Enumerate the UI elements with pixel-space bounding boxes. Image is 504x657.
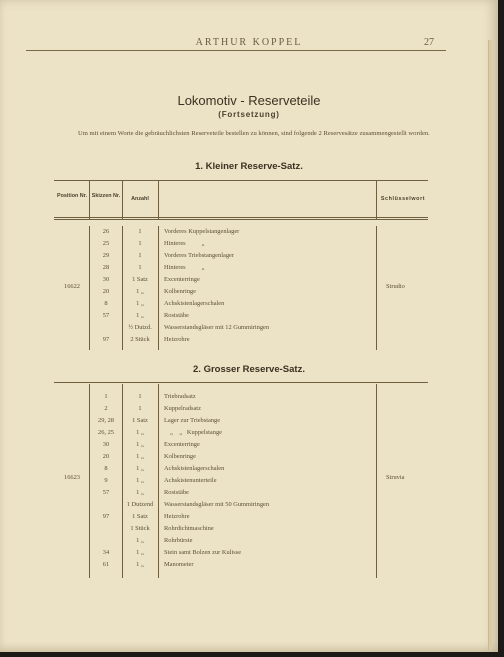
table-header-rule-double <box>54 219 428 220</box>
running-head: ARTHUR KOPPEL <box>195 37 303 48</box>
quantity: 1 „ <box>136 549 144 556</box>
quantity: 1 „ <box>136 441 144 448</box>
skizzen-number: 26, 25 <box>98 429 114 436</box>
quantity: 1 Satz <box>132 417 148 424</box>
skizzen-number: 61 <box>102 561 110 568</box>
table-header-rule <box>54 217 428 218</box>
part-description: Kolbenringe <box>164 288 196 295</box>
quantity: 1 „ <box>136 465 144 472</box>
skizzen-number: 30 <box>102 276 110 283</box>
skizzen-number: 30 <box>102 441 110 448</box>
part-description: Stein samt Bolzen zur Kulisse <box>164 549 242 556</box>
part-description: Heizrohre <box>164 336 190 343</box>
page-title: Lokomotiv - Reserveteile <box>177 93 321 108</box>
skizzen-number: 9 <box>104 477 108 484</box>
skizzen-number: 8 <box>104 300 108 307</box>
skizzen-number: 1 <box>104 393 108 400</box>
part-description: Heizrohre <box>164 513 190 520</box>
part-description: Achskistenlagerschalen <box>164 300 225 307</box>
part-description: Roststäbe <box>164 312 189 319</box>
part-description: Excenterringe <box>164 276 200 283</box>
table-top-rule <box>54 180 428 181</box>
quantity: 1 <box>138 252 142 259</box>
quantity: 1 <box>138 405 142 412</box>
part-description: Rohrdichtmaschine <box>164 525 214 532</box>
quantity: 1 Stück <box>130 525 150 532</box>
skizzen-number: 20 <box>102 288 110 295</box>
skizzen-number: 29 <box>102 252 110 259</box>
quantity: 1 Satz <box>132 276 148 283</box>
quantity: 1 Satz <box>132 513 148 520</box>
quantity: 1 „ <box>136 477 144 484</box>
skizzen-number: 25 <box>102 240 110 247</box>
skizzen-number: 57 <box>102 489 110 496</box>
quantity: 1 „ <box>136 561 144 568</box>
quantity: 1 Dutzend <box>126 501 154 508</box>
quantity: 1 „ <box>136 288 144 295</box>
quantity: 1 „ <box>136 489 144 496</box>
keyword: Strudio <box>386 283 405 290</box>
part-description: Excenterringe <box>164 441 200 448</box>
part-description: Vorderes Kuppelstangenlager <box>164 228 240 235</box>
part-description: Hinteres „ <box>164 264 205 271</box>
skizzen-number: 20 <box>102 453 110 460</box>
section-title-kleiner: 1. Kleiner Reserve-Satz. <box>195 161 303 172</box>
part-description: „ „ Kuppelstange <box>170 429 222 436</box>
part-description: Triebradsatz <box>164 393 196 400</box>
intro-paragraph: Um mit einem Worte die gebräuchlichsten Reserveteile bestellen zu können, sind folgende 2 Reservesätze zusammengestellt worden. <box>78 130 430 137</box>
quantity: 1 „ <box>136 429 144 436</box>
page-subtitle: (Fortsetzung) <box>218 110 280 119</box>
part-description: Lager zur Triebstange <box>164 417 221 424</box>
column-header-skizzen: Skizzen Nr. <box>91 193 121 199</box>
part-description: Manometer <box>164 561 194 568</box>
skizzen-number: 29, 28 <box>98 417 114 424</box>
skizzen-number: 97 <box>102 513 110 520</box>
table-top-rule <box>54 382 428 383</box>
part-description: Wasserstandsgläser mit 50 Gummiringen <box>164 501 270 508</box>
part-description: Kolbenringe <box>164 453 196 460</box>
skizzen-number: 34 <box>102 549 110 556</box>
quantity: 1 <box>138 264 142 271</box>
quantity: 1 <box>138 240 142 247</box>
part-description: Achskistenunterteile <box>164 477 217 484</box>
quantity: 1 <box>138 228 142 235</box>
part-description: Kuppelradsatz <box>164 405 201 412</box>
keyword: Struvia <box>386 474 405 481</box>
quantity: 1 <box>138 393 142 400</box>
part-description: Wasserstandsgläser mit 12 Gummiringen <box>164 324 270 331</box>
position-number: 16622 <box>64 283 80 290</box>
skizzen-number: 2 <box>104 405 108 412</box>
section-title-grosser: 2. Grosser Reserve-Satz. <box>193 364 305 375</box>
part-description: Achskistenlagerschalen <box>164 465 225 472</box>
part-description: Roststäbe <box>164 489 189 496</box>
quantity: 1 „ <box>136 300 144 307</box>
part-description: Rohrbürste <box>164 537 193 544</box>
skizzen-number: 28 <box>102 264 110 271</box>
quantity: 1 „ <box>136 312 144 319</box>
page-edge <box>488 40 492 650</box>
part-description: Hinteres „ <box>164 240 205 247</box>
quantity: 1 „ <box>136 453 144 460</box>
skizzen-number: 8 <box>104 465 108 472</box>
column-header-anzahl: Anzahl <box>131 196 149 202</box>
quantity: ½ Dutzd. <box>128 324 152 331</box>
page-number: 27 <box>424 37 434 48</box>
quantity: 2 Stück <box>130 336 150 343</box>
skizzen-number: 97 <box>102 336 110 343</box>
column-header-schluesselwort: Schlüsselwort <box>380 196 426 202</box>
column-header-position: Position Nr. <box>57 193 87 199</box>
quantity: 1 „ <box>136 537 144 544</box>
skizzen-number: 26 <box>102 228 110 235</box>
part-description: Vorderes Triebstangenlager <box>164 252 234 259</box>
skizzen-number: 57 <box>102 312 110 319</box>
header-rule <box>26 50 446 51</box>
position-number: 16623 <box>64 474 80 481</box>
